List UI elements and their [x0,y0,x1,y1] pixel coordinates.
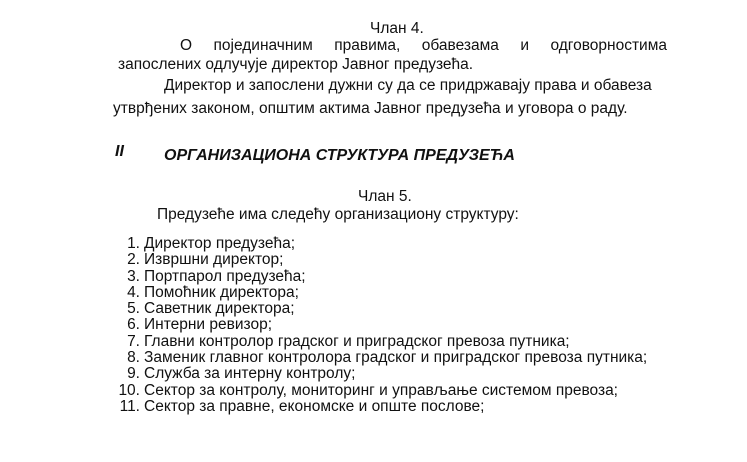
article-4-paragraph-1-line-2: запослених одлучује директор Јавног предузећа. [118,56,474,73]
list-item [110,236,647,252]
list-item [110,269,647,285]
article-4-heading: Члан 4. [370,20,424,37]
list-item-number: 9. [127,365,140,383]
list-item-number: 7. [127,332,140,350]
article-4-paragraph-1-line-1: О појединачним правима, обавезама и одговорностима [180,37,667,54]
list-item-number: 3. [127,267,140,285]
list-item [110,285,647,301]
article-4-paragraph-2-line-1: Директор и запослени дужни су да се придржавају права и обавеза [164,77,652,94]
list-item-text: Извршни директор; [144,251,284,269]
list-item-text: Сектор за правне, економске и опште послове; [144,397,485,415]
list-item [110,334,647,350]
list-item-number: 11. [119,397,140,415]
article-4-paragraph-2-line-2: утврђених законом, општим актима Јавног предузећа и уговора о раду. [113,100,628,117]
list-item-text: Служба за интерну контролу; [144,365,356,383]
section-title: ОРГАНИЗАЦИОНА СТРУКТУРА ПРЕДУЗЕЋА [164,147,515,164]
list-item-text: Заменик главног контролора градског и приградског превоза путника; [144,349,648,367]
list-item [110,301,647,317]
article-5-intro: Предузеће има следећу организациону структуру: [157,206,519,223]
list-item-text: Помоћник директора; [144,283,299,301]
list-item [110,317,647,333]
list-item-text: Сектор за контролу, мониторинг и управљање системом превоза; [144,381,618,399]
list-item [110,399,647,415]
list-item-number: 4. [127,283,140,301]
list-item-text: Директор предузећа; [144,235,296,252]
list-item-number: 6. [127,316,140,334]
list-item [110,252,647,268]
list-item-number: 10. [118,381,140,399]
organization-structure-list [110,236,647,415]
list-item [110,383,647,399]
list-item-number: 5. [127,300,140,318]
list-item-number: 2. [127,251,140,269]
list-item [110,366,647,382]
list-item-text: Интерни ревизор; [144,316,273,334]
section-roman-numeral: II [115,143,124,160]
list-item-text: Саветник директора; [144,300,295,318]
list-item-text: Портпарол предузећа; [144,267,306,285]
list-item [110,350,647,366]
list-item-text: Главни контролор градског и приградског превоза путника; [144,332,570,350]
list-item-number: 8. [127,349,140,367]
list-item-number: 1. [127,235,140,252]
article-5-heading: Члан 5. [358,188,412,205]
